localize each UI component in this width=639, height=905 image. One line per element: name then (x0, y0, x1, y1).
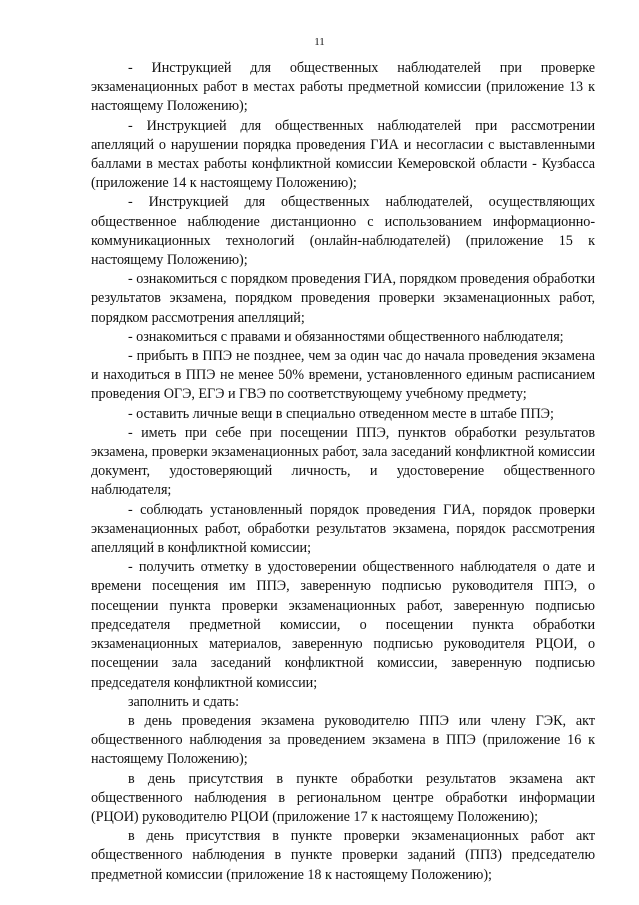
paragraph-instruction-appeals: - Инструкцией для общественных наблюдателей при рассмотрении апелляций о нарушении порядка проведения ГИА и несогласии с выставленными баллами в местах работы конфликтной комиссии Кемеровской области - Кузбасса (приложение 14 к настоящему Положению); (91, 117, 595, 192)
paragraph-act-exam-day: в день проведения экзамена руководителю ППЭ или члену ГЭК, акт общественного наблюдения за проведением экзамена в ППЭ (приложение 16 к настоящему Положению); (91, 712, 595, 768)
paragraph-act-checking: в день присутствия в пункте проверки экзаменационных работ акт общественного наблюдения в пункте проверки заданий (ППЗ) председателю предметной комиссии (приложение 18 к настоящему Положению); (91, 828, 595, 883)
paragraph-follow-procedure: - соблюдать установленный порядок проведения ГИА, порядок проверки экзаменационных работ, обработки результатов экзамена, порядок рассмотрения апелляций в конфликтной комиссии; (91, 501, 595, 557)
paragraph-fill-and-submit: заполнить и сдать: (128, 693, 239, 710)
paragraph-leave-belongings: - оставить личные вещи в специально отведенном месте в штабе ППЭ; (128, 405, 554, 422)
paragraph-familiarize-procedures: - ознакомиться с порядком проведения ГИА, порядком проведения обработки результатов экзамена, порядком проведения проверки экзаменационных работ, порядком рассмотрения апелляций; (91, 271, 595, 326)
page-number: 11 (314, 36, 325, 48)
paragraph-get-mark: - получить отметку в удостоверении общественного наблюдателя о дате и времени посещения им ППЭ, заверенную подписью руководителя ППЭ, о посещении пункта проверки экзаменационных работ, заверенную подписью председателя предметной комиссии, о посещении пункта обработки экзаменационных материалов, заверенную подписью руководителя РЦОИ, о посещении зала заседаний конфликтной комиссии, заверенную подписью председателя конфликтной комиссии; (91, 559, 595, 691)
paragraph-familiarize-rights: - ознакомиться с правами и обязанностями общественного наблюдателя; (128, 328, 564, 345)
document-body (91, 59, 595, 885)
paragraph-carry-documents: - иметь при себе при посещении ППЭ, пунктов обработки результатов экзамена, проверки экзаменационных работ, зала заседаний конфликтной комиссии документ, удостоверяющий личность, и удостоверение общественного наблюдателя; (91, 424, 595, 499)
paragraph-arrive-ppe: - прибыть в ППЭ не позднее, чем за один час до начала проведения экзамена и находиться в ППЭ не менее 50% времени, установленного единым расписанием проведения ОГЭ, ЕГЭ и ГВЭ по соответствующему учебному предмету; (91, 348, 595, 403)
paragraph-act-processing: в день присутствия в пункте обработки результатов экзамена акт общественного наблюдения в региональном центре обработки информации (РЦОИ) руководителю РЦОИ (приложение 17 к настоящему Положению); (91, 770, 595, 825)
paragraph-instruction-online-observers: - Инструкцией для общественных наблюдателей, осуществляющих общественное наблюдение дистанционно с использованием информационно-коммуникационных технологий (онлайн-наблюдателей) (приложение 15 к настоящему Положению); (91, 194, 595, 269)
paragraph-instruction-subject-commission: - Инструкцией для общественных наблюдателей при проверке экзаменационных работ в местах работы предметной комиссии (приложение 13 к настоящему Положению); (91, 60, 595, 115)
